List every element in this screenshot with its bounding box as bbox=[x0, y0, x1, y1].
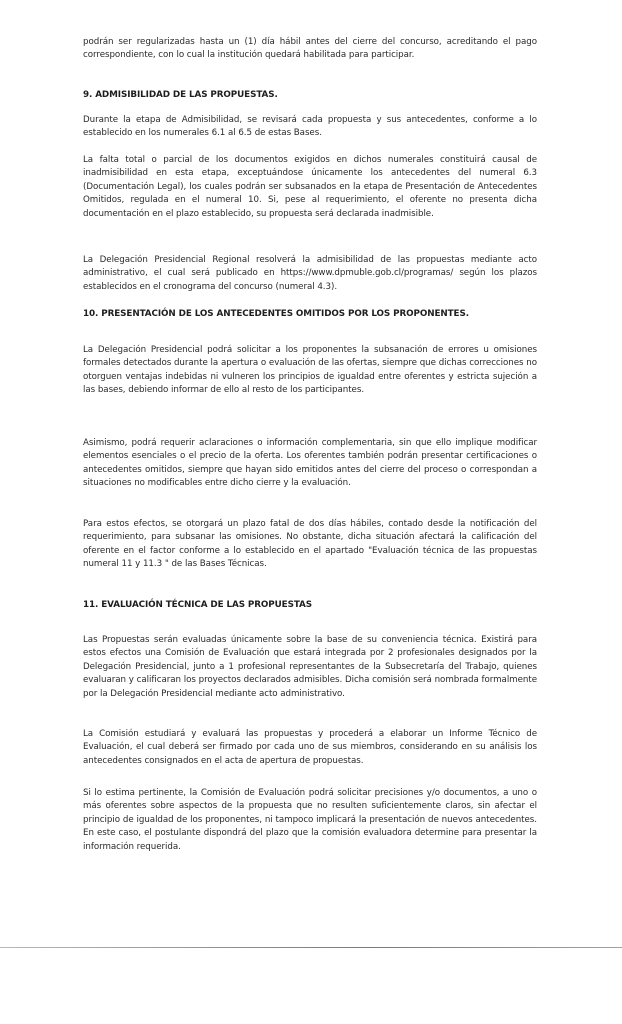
paragraph-clarifications bbox=[83, 437, 537, 491]
paragraph-registration-continuation bbox=[83, 36, 537, 63]
body-paragraph: Para estos efectos, se otorgará un plazo fatal de dos días hábiles, contado desde la notificación del requerimiento, para subsanar las omisiones. No obstante, dicha situación afectará la calificación del oferente en el factor conforme a lo establecido en el apartado "Evaluación técnica de las propuestas numeral 11 y 11.3 " de las Bases Técnicas. bbox=[83, 519, 537, 570]
paragraph-evaluation-commission bbox=[83, 634, 537, 701]
body-paragraph: La Delegación Presidencial podrá solicitar a los proponentes la subsanación de errores u omisiones formales detectados durante la apertura o evaluación de las ofertas, siempre que dichas correcciones no otorguen ventajas indebidas ni vulneren los principios de igualdad entre oferentes y estricta sujeción a las bases, debiendo informar de ello al resto de los participantes. bbox=[83, 345, 537, 396]
section-9-heading-block bbox=[83, 89, 537, 102]
section-heading-11: 11. EVALUACIÓN TÉCNICA DE LAS PROPUESTAS bbox=[83, 600, 312, 610]
body-paragraph: La Delegación Presidencial Regional resolverá la admisibilidad de las propuestas mediante acto administrativo, el cual será publicado en https://www.dpmuble.gob.cl/programas/ según los plazos establecidos en el cronograma del concurso (numeral 4.3). bbox=[83, 255, 537, 292]
body-paragraph: Las Propuestas serán evaluadas únicamente sobre la base de su conveniencia técnica. Existirá para estos efectos una Comisión de Evaluación que estará integrada por 2 profesionales designados por la Delegación Presidencial, junto a 1 profesional representantes de la Subsecretaría del Trabajo, quienes evaluaran y calificaran los proyectos declarados admisibles. Dicha comisión será nombrada formalmente por la Delegación Presidencial mediante acto administrativo. bbox=[83, 635, 537, 699]
page-bottom-rule bbox=[0, 947, 622, 948]
section-heading-9: 9. ADMISIBILIDAD DE LAS PROPUESTAS. bbox=[83, 90, 278, 100]
paragraph-missing-documents bbox=[83, 154, 537, 221]
body-paragraph: Asimismo, podrá requerir aclaraciones o información complementaria, sin que ello implique modificar elementos esenciales o el precio de la oferta. Los oferentes también podrán presentar certificaciones o antecedentes omitidos, siempre que hayan sido emitidos antes del cierre del proceso o correspondan a situaciones no modificables entre dicho cierre y la evaluación. bbox=[83, 438, 537, 489]
body-paragraph: Si lo estima pertinente, la Comisión de Evaluación podrá solicitar precisiones y/o documentos, a uno o más oferentes sobre aspectos de la propuesta que no resulten suficientemente claros, sin afectar el principio de igualdad de los proponentes, ni tampoco implicará la presentación de nuevos antecedentes. En este caso, el postulante dispondrá del plazo que la comisión evaluadora determine para presentar la información requerida. bbox=[83, 788, 537, 852]
paragraph-deadline bbox=[83, 518, 537, 572]
section-10-heading-block bbox=[83, 308, 537, 321]
body-paragraph: podrán ser regularizadas hasta un (1) día hábil antes del cierre del concurso, acreditando el pago correspondiente, con lo cual la institución quedará habilitada para participar. bbox=[83, 37, 537, 61]
body-paragraph: Durante la etapa de Admisibilidad, se revisará cada propuesta y sus antecedentes, conforme a lo establecido en los numerales 6.1 al 6.5 de estas Bases. bbox=[83, 115, 537, 139]
section-heading-10: 10. PRESENTACIÓN DE LOS ANTECEDENTES OMITIDOS POR LOS PROPONENTES. bbox=[83, 309, 469, 319]
paragraph-admissibility-resolution bbox=[83, 254, 537, 294]
paragraph-precision-requests bbox=[83, 787, 537, 854]
body-paragraph: La Comisión estudiará y evaluará las propuestas y procederá a elaborar un Informe Técnico de Evaluación, el cual deberá ser firmado por cada uno de sus miembros, considerando en su análisis los antecedentes consignados en el acta de apertura de propuestas. bbox=[83, 729, 537, 766]
section-11-heading-block bbox=[83, 599, 537, 612]
paragraph-error-correction bbox=[83, 344, 537, 398]
paragraph-admissibility-review bbox=[83, 114, 537, 141]
body-paragraph: La falta total o parcial de los documentos exigidos en dichos numerales constituirá causal de inadmisibilidad en esta etapa, exceptuándose únicamente los antecedentes del numeral 6.3 (Documentación Legal), los cuales podrán ser subsanados en la etapa de Presentación de Antecedentes Omitidos, regulada en el numeral 10. Si, pese al requerimiento, el oferente no presenta dicha documentación en el plazo establecido, su propuesta será declarada inadmisible. bbox=[83, 155, 537, 219]
paragraph-technical-report bbox=[83, 728, 537, 768]
